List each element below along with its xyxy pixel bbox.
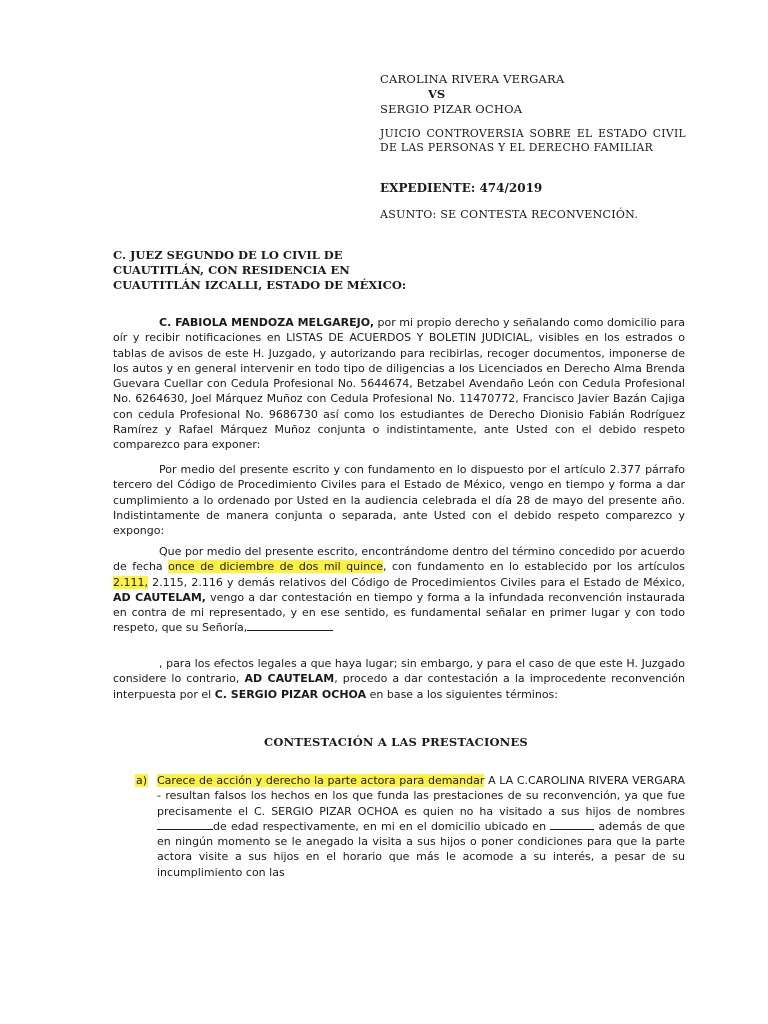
highlighted-article: 2.111, bbox=[113, 575, 148, 589]
section-title: CONTESTACIÓN A LAS PRESTACIONES bbox=[264, 735, 528, 749]
procedure-text: , procedo a dar contestación a la improcedente reconvención interpuesta por el bbox=[113, 672, 685, 701]
plaintiff-name: CAROLINA RIVERA VERGARA bbox=[380, 72, 565, 86]
case-subject: ASUNTO: SE CONTESTA RECONVENCIÓN. bbox=[380, 208, 639, 221]
case-title bbox=[380, 72, 686, 117]
item-text: A LA C.CAROLINA RIVERA VERGARA - resultan falsos los hechos en los que funda las prestaciones de su reconvención, ya que fue precisamente el C. SERGIO PIZAR OCHOA es quien no ha visitado a sus hijos de nombres bbox=[157, 774, 685, 818]
highlighted-claim: Carece de acción y derecho la parte actora para demandar bbox=[157, 774, 485, 787]
intro-text: por mi propio derecho y señalando como domicilio para oír y recibir notificaciones en LISTAS DE ACUERDOS Y BOLETIN JUDICIAL, visibles en los estrados o tablas de avisos de este H. Juzgado, y autorizando para recibirlas, recoger documentos, imponerse de los autos y en general intervenir en todo tipo de diligencias a los Licenciados en Derecho Alma Brenda Guevara Cuellar con Cedula Profesional No. 5644674, Betzabel Avendaño León con Cedula Profesional No. 6264630, Joel Márquez Muñoz con Cedula Profesional No. 11470772, Francisco Javier Bazán Cajiga con cedula Profesional No. 9686730 así como los estudiantes de Derecho Dionisio Fabián Rodríguez Ramírez y Rafael Márquez Muñoz conjunta o indistintamente, ante Usted con el debido respeto comparezco para exponer: bbox=[113, 316, 685, 452]
addressee-line: CUAUTITLÁN IZCALLI, ESTADO DE MÉXICO: bbox=[113, 278, 407, 292]
list-item bbox=[113, 773, 685, 880]
blank-line bbox=[550, 820, 594, 830]
blank-line bbox=[247, 621, 333, 631]
procedure-paragraph bbox=[113, 656, 685, 702]
answer-text: vengo a dar contestación en tiempo y forma a la infundada reconvención instaurada en contra de mi representado, y en ese sentido, es fundamental señalar en primer lugar y con todo respeto, que su Señoría, bbox=[113, 590, 685, 635]
procedure-text: en base a los siguientes términos: bbox=[366, 687, 558, 701]
answer-paragraph bbox=[113, 544, 685, 636]
addressee-line: C. JUEZ SEGUNDO DE LO CIVIL DE bbox=[113, 248, 343, 262]
case-type: JUICIO CONTROVERSIA SOBRE EL ESTADO CIVIL DE LAS PERSONAS Y EL DERECHO FAMILIAR bbox=[380, 127, 686, 154]
list-item-text bbox=[157, 773, 685, 880]
answer-text: , con fundamento en lo establecido por los artículos bbox=[382, 560, 685, 574]
defendant-reference: C. SERGIO PIZAR OCHOA bbox=[214, 687, 367, 701]
list-marker bbox=[135, 773, 148, 788]
basis-text: Por medio del presente escrito y con fundamento en lo dispuesto por el artículo 2.377 párrafo tercero del Código de Procedimiento Civiles para el Estado de México, vengo en tiempo y forma a dar cumplimiento a lo ordenado por Usted en la audiencia celebrada el día 28 de mayo del presente año. Indistintamente de manera conjunta o separada, ante Usted con el debido respeto comparezco y expongo: bbox=[113, 463, 685, 538]
answer-text: 2.115, 2.116 y demás relativos del Código de Procedimientos Civiles para el Estado de México, bbox=[148, 575, 685, 589]
procedure-text: , para los efectos legales a que haya lugar; sin embargo, y para el caso de que este H. Juzgado considere lo contrario, bbox=[113, 657, 685, 686]
highlighted-date: once de diciembre de dos mil quince bbox=[168, 560, 383, 574]
addressee-line: CUAUTITLÁN, CON RESIDENCIA EN bbox=[113, 263, 350, 277]
list-marker-text: a) bbox=[136, 774, 148, 787]
basis-paragraph bbox=[113, 462, 685, 538]
case-number: EXPEDIENTE: 474/2019 bbox=[380, 181, 543, 195]
blank-line bbox=[157, 820, 213, 830]
petitioner-name: C. FABIOLA MENDOZA MELGAREJO, bbox=[159, 316, 374, 329]
item-text: de edad respectivamente, en mi en el domicilio ubicado en bbox=[213, 819, 551, 833]
intro-paragraph bbox=[113, 315, 685, 453]
defendant-name: SERGIO PIZAR OCHOA bbox=[380, 102, 523, 116]
ad-cautelam: AD CAUTELAM, bbox=[113, 590, 206, 604]
ad-cautelam: AD CAUTELAM bbox=[244, 672, 335, 686]
versus-label: VS bbox=[428, 87, 446, 101]
answer-text: Que por medio del presente escrito, encontrándome dentro del término concedido por acuerdo de fecha bbox=[113, 545, 685, 574]
addressee-block bbox=[113, 248, 433, 293]
item-text: además de que en ningún momento se le anegado la visita a sus hijos o poner condiciones para que la parte actora visite a sus hijos en el horario que más le acomode a su interés, a pesar de su incumplimiento con las bbox=[157, 819, 686, 879]
